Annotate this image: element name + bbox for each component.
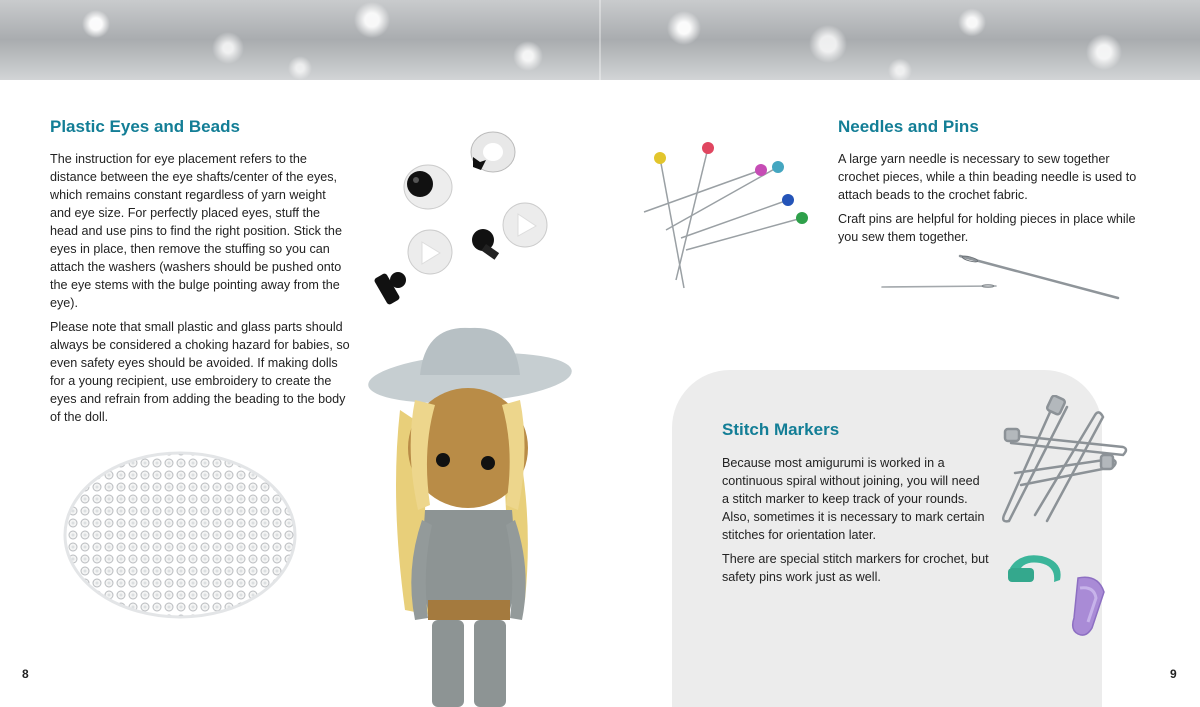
plastic-eyes-body bbox=[50, 150, 350, 432]
needles-pins-paragraph-2: Craft pins are helpful for holding pieces in place while you sew them together. bbox=[838, 212, 1136, 244]
black-eye-1 bbox=[404, 165, 452, 209]
purple-stitch-marker bbox=[1073, 577, 1104, 635]
page-number-left: 8 bbox=[22, 667, 29, 681]
teal-pin-head bbox=[772, 161, 784, 173]
plastic-stitch-markers-image bbox=[1000, 548, 1120, 643]
doll-left-eye bbox=[436, 453, 450, 467]
needles-pins-heading: Needles and Pins bbox=[838, 117, 979, 136]
safety-pins-image bbox=[995, 395, 1135, 530]
safety-eyes-image bbox=[368, 122, 558, 322]
craft-pins-image bbox=[636, 140, 816, 290]
crochet-cowgirl-doll-image bbox=[360, 320, 580, 707]
magenta-pin-head bbox=[755, 164, 767, 176]
plastic-eyes-paragraph-1: The instruction for eye placement refers to the distance between the eye shafts/center of the eyes, which remains constant regardless of yarn weight and eye size. For perfectly placed eyes, stuff the head and use pins to find the right position. Stick the eyes in place, then remove the stuffing so you can attach the washers (washers should be pushed onto the eye stems with the bulge pointing away from the eye). bbox=[50, 152, 342, 310]
clear-eye-1 bbox=[471, 132, 515, 172]
stitch-markers-paragraph-1: Because most amigurumi is worked in a continuous spiral without joining, you will need a stitch marker to keep track of your rounds. Also, sometimes it is necessary to mark certain stitches for orientation later. bbox=[722, 456, 985, 542]
needles-pins-paragraph-1: A large yarn needle is necessary to sew together crochet pieces, while a thin beading needle is used to attach beads to the crochet fabric. bbox=[838, 152, 1137, 202]
black-eye-stem bbox=[373, 272, 406, 305]
needles-image bbox=[878, 250, 1123, 305]
page-spine bbox=[599, 0, 601, 80]
page-number-right: 9 bbox=[1170, 667, 1177, 681]
green-pin-head bbox=[796, 212, 808, 224]
glass-beads-image bbox=[55, 445, 305, 625]
stitch-markers-paragraph-2: There are special stitch markers for crochet, but safety pins work just as well. bbox=[722, 552, 989, 584]
clear-eye-2 bbox=[503, 203, 547, 247]
teal-stitch-marker bbox=[1008, 555, 1061, 582]
black-eye-2 bbox=[472, 229, 499, 260]
needles-pins-body bbox=[838, 150, 1148, 252]
stitch-markers-heading: Stitch Markers bbox=[722, 420, 840, 439]
doll-right-eye bbox=[481, 456, 495, 470]
blue-pin-head bbox=[782, 194, 794, 206]
plastic-eyes-paragraph-2: Please note that small plastic and glass parts should always be considered a choking hazard for babies, so even safety eyes should be avoided. If making dolls for a young recipient, use embroidery to create the eyes and refrain from adding the beading to the body of the doll. bbox=[50, 320, 350, 424]
stitch-markers-body bbox=[722, 454, 990, 592]
clear-eye-3 bbox=[408, 230, 452, 274]
red-pin-head bbox=[702, 142, 714, 154]
yellow-pin-head bbox=[654, 152, 666, 164]
plastic-eyes-heading: Plastic Eyes and Beads bbox=[50, 117, 240, 136]
